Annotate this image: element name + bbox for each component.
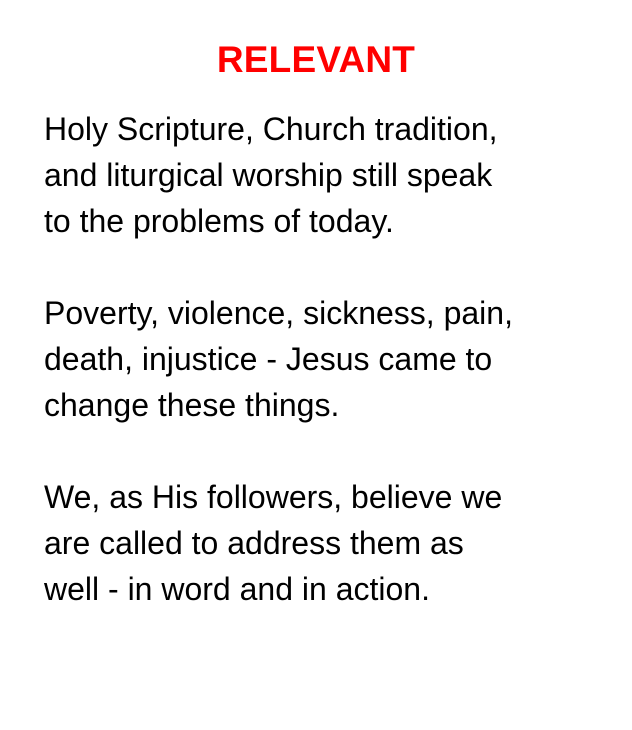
paragraph-line: are called to address them as [44, 525, 464, 561]
paragraph-line: and liturgical worship still speak [44, 157, 493, 193]
paragraph-line: Poverty, violence, sickness, pain, [44, 295, 513, 331]
paragraph-line: Holy Scripture, Church tradition, [44, 111, 498, 147]
page-title: RELEVANT [216, 39, 416, 80]
body-text [44, 106, 614, 658]
paragraph-line: to the problems of today. [44, 203, 394, 239]
paragraph-line: We, as His followers, believe we [44, 479, 503, 515]
paragraph-line: death, injustice - Jesus came to [44, 341, 493, 377]
paragraph-line: change these things. [44, 387, 340, 423]
paragraph-followers [44, 474, 614, 612]
paragraph-line: well - in word and in action. [44, 571, 430, 607]
paragraph-problems [44, 290, 614, 428]
paragraph-scripture [44, 106, 614, 244]
